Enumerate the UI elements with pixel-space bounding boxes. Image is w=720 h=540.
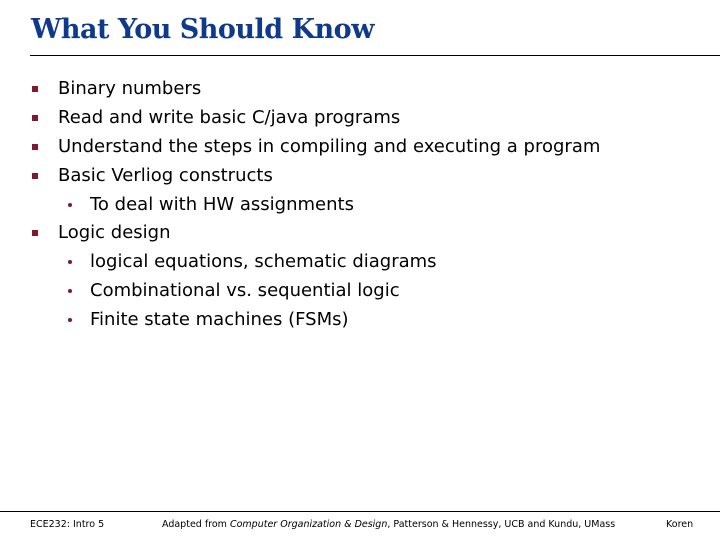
dot-bullet-icon: [68, 260, 72, 264]
bullet-text: Understand the steps in compiling and executing a program: [58, 136, 601, 157]
attribution-prefix: Adapted from: [162, 519, 230, 530]
square-bullet-icon: [32, 230, 38, 236]
dot-bullet-icon: [68, 318, 72, 322]
footer-attribution: [162, 519, 615, 530]
bullet-text: Finite state machines (FSMs): [90, 309, 349, 330]
square-bullet-icon: [32, 86, 38, 92]
sub-bullet-item: [90, 305, 349, 334]
bullet-item: [58, 218, 170, 247]
bullet-text: Read and write basic C/java programs: [58, 107, 401, 128]
footer-slide-number: ECE232: Intro 5: [30, 519, 105, 530]
footer-author: Koren: [666, 519, 694, 530]
title-divider: [30, 55, 720, 56]
square-bullet-icon: [32, 115, 38, 121]
bullet-item: [58, 161, 273, 190]
sub-bullet-item: [90, 190, 354, 219]
bullet-text: Combinational vs. sequential logic: [90, 280, 400, 301]
bullet-text: Binary numbers: [58, 78, 202, 99]
bullet-text: Basic Verliog constructs: [58, 165, 273, 186]
sub-bullet-item: [90, 247, 437, 276]
bullet-item: [58, 132, 600, 161]
dot-bullet-icon: [68, 203, 72, 207]
sub-bullet-item: [90, 276, 400, 305]
square-bullet-icon: [32, 173, 38, 179]
attribution-book-title: Computer Organization & Design: [229, 519, 388, 530]
bullet-text: Logic design: [58, 222, 171, 243]
square-bullet-icon: [32, 144, 38, 150]
attribution-suffix: , Patterson & Hennessy, UCB and Kundu, UMass: [387, 519, 616, 530]
footer-divider: [0, 511, 720, 512]
bullet-item: [58, 74, 201, 103]
dot-bullet-icon: [68, 289, 72, 293]
slide-title: What You Should Know: [31, 14, 374, 45]
bullet-text: To deal with HW assignments: [90, 194, 354, 215]
bullet-item: [58, 103, 400, 132]
bullet-text: logical equations, schematic diagrams: [90, 251, 437, 272]
